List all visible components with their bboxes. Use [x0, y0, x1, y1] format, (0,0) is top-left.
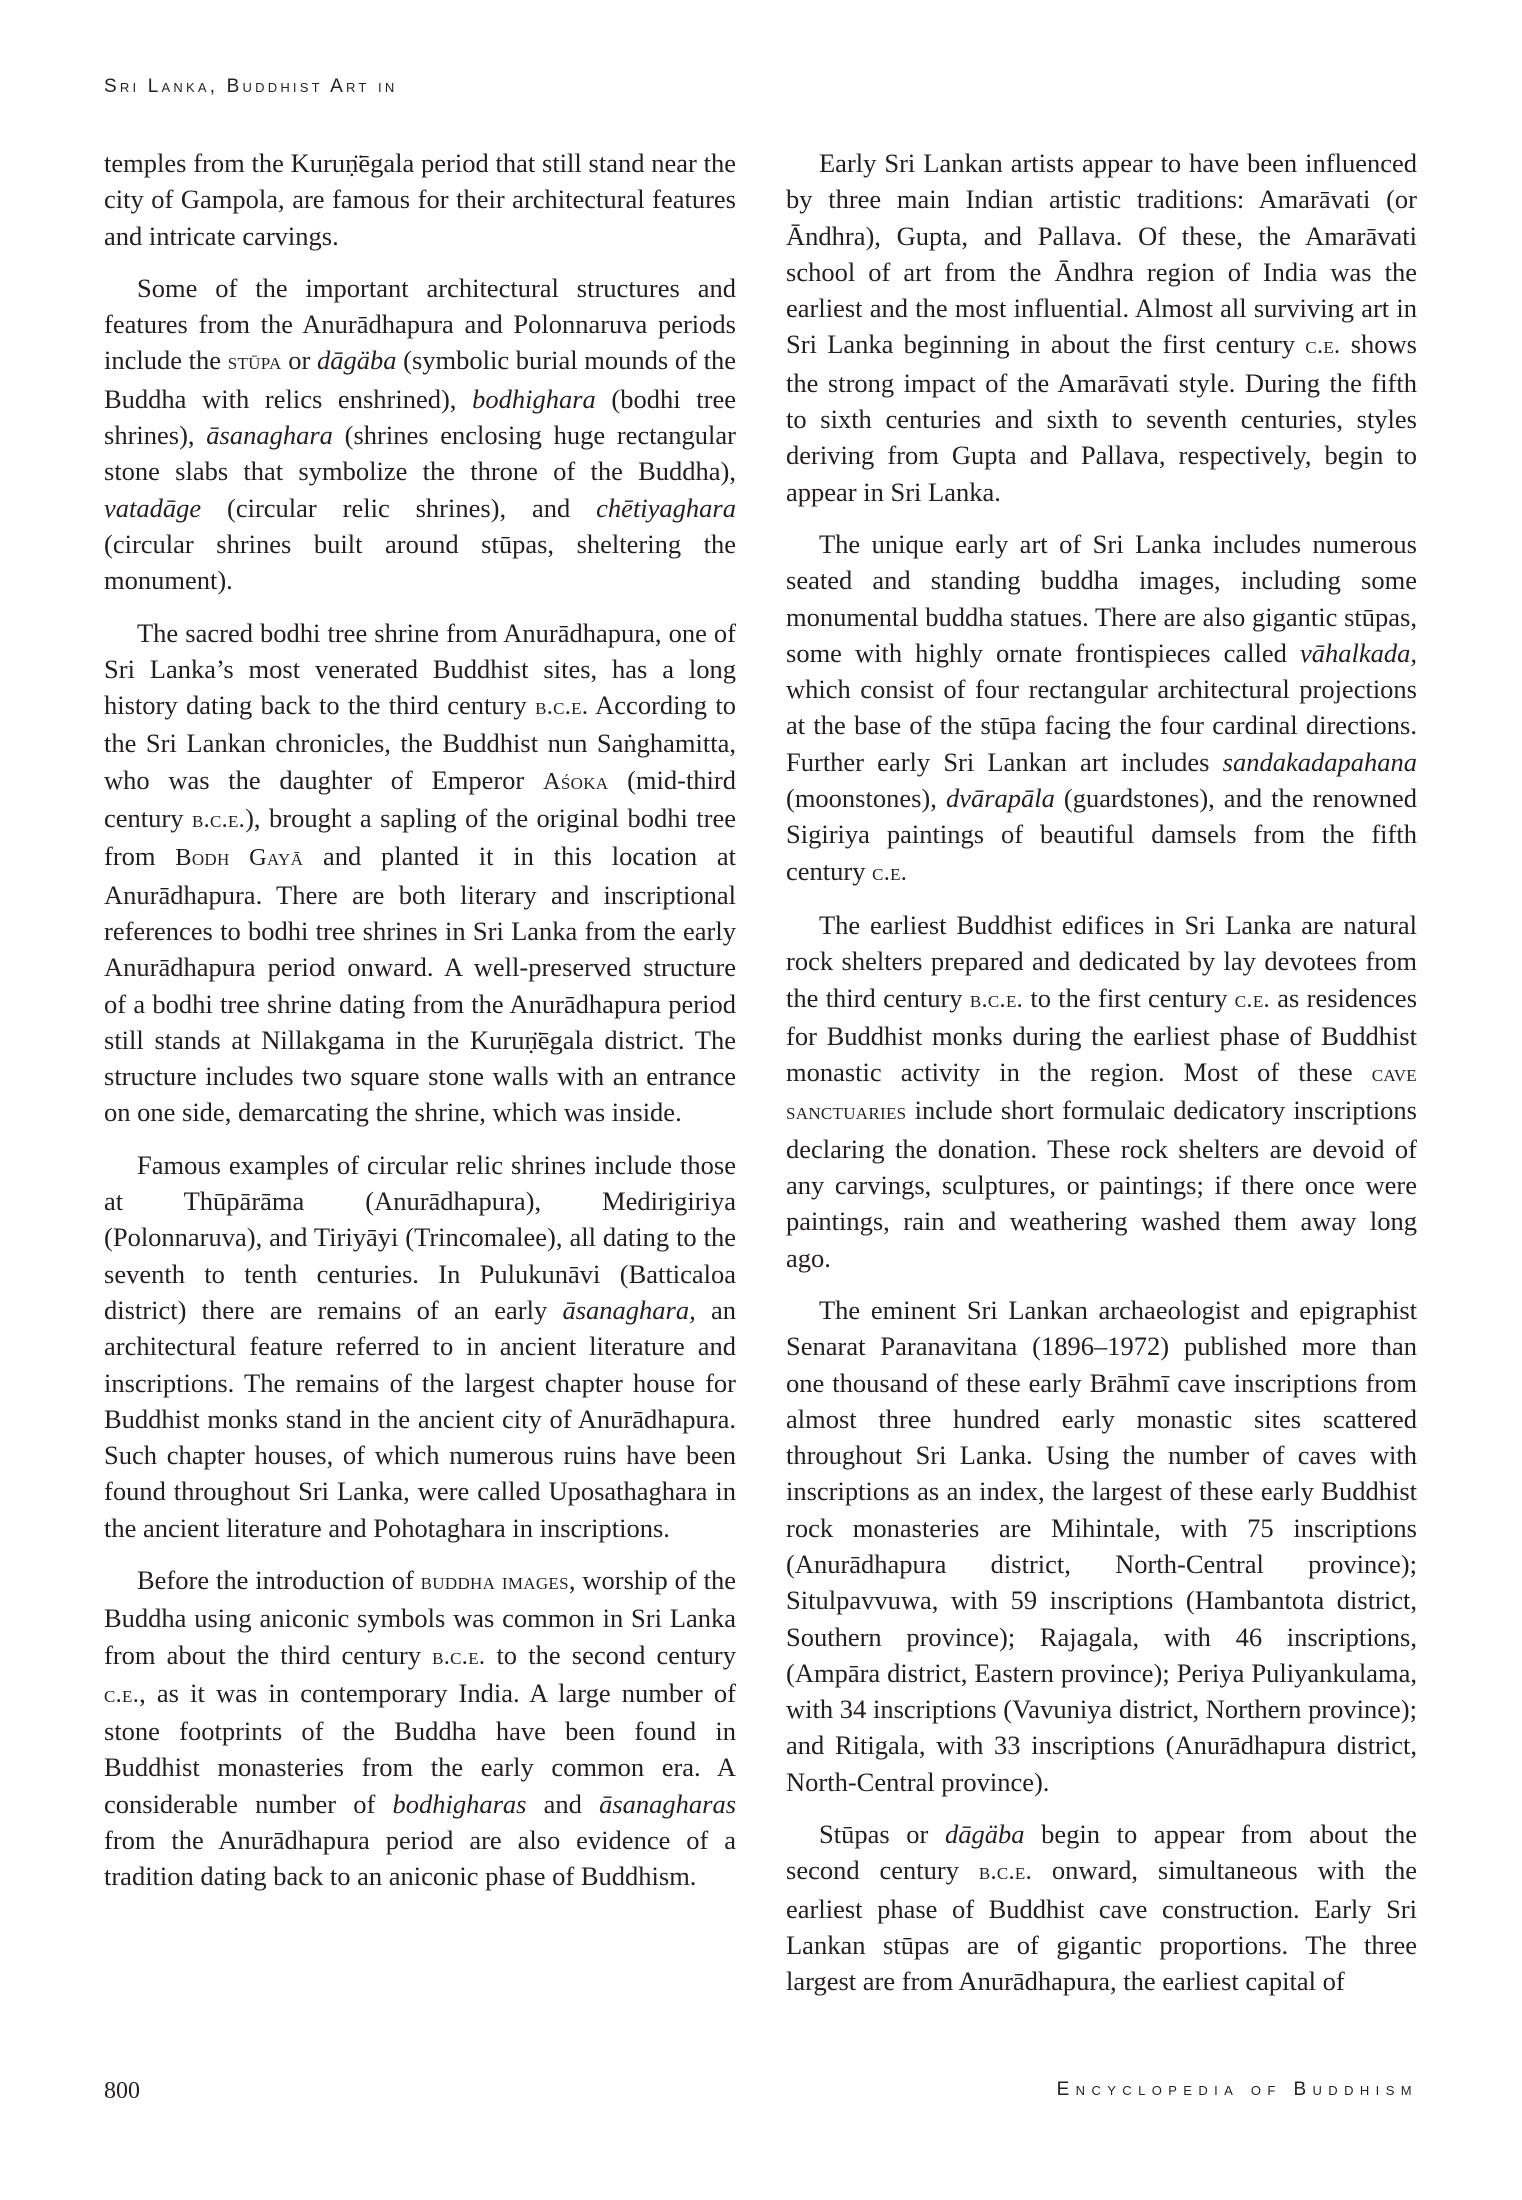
text-run: , worship of the Buddha using aniconic symbols was common in Sri Lanka from about the third century [104, 1564, 736, 1670]
text-run: an architectural feature referred to in ancient literature and inscriptions. The remains of the largest chapter house for Buddhist monks stand in the ancient city of Anurādhapura. Such chapter houses, of which numerous ruins have been found throughout Sri Lanka, were called Uposathaghara in the ancient literature and Pohotaghara in inscriptions. [104, 1294, 737, 1543]
text-run: (symbolic burial mounds of the Buddha with relics enshrined), [104, 345, 737, 414]
text-run: (circular shrines built around stūpas, sheltering the monument). [104, 528, 736, 596]
cross-reference: stūpa [227, 348, 282, 376]
text-run: Famous examples of circular relic shrines include those at Thūpārāma (Anurādhapura), Medirigiriya (Polonnaruva), and Tiriyāyi (Trincomalee), all dating to the seventh to tenth centuries. In Pulukunāvi (Batticaloa district) there are remains of an early [104, 1149, 736, 1325]
text-run: temples from the Kuruṇ̈ēgala period that still stand near the city of Gampola, are famous for their architectural features and intricate carvings. [104, 148, 736, 251]
italic-term: āsanaghara, [562, 1294, 696, 1325]
italic-term: chētiyaghara [596, 492, 736, 523]
page-number: 800 [104, 2078, 140, 2104]
paragraph [786, 1816, 1417, 1999]
cross-reference: c.e. [872, 858, 908, 886]
italic-term: vatadāge [104, 492, 202, 523]
text-run: from the Anurādhapura period are also evidence of a tradition dating back to an aniconic phase of Buddhism. [104, 1825, 736, 1892]
text-run: The earliest Buddhist edifices in Sri Lanka are natural rock shelters prepared and dedicated by lay devotees from the third century [786, 909, 1417, 1013]
paragraph [104, 615, 736, 1131]
text-run: (bodhi tree shrines), [104, 383, 736, 451]
text-run: as residences for Buddhist monks during the earliest phase of Buddhist monastic activity in the region. Most of these [786, 982, 1418, 1088]
paragraph [104, 270, 736, 599]
text-run: shows the strong impact of the Amarāvati style. During the fifth to sixth centuries and sixth to seventh centuries, styles deriving from Gupta and Pallava, respectively, begin to appear in Sri Lanka. [786, 329, 1417, 507]
text-run: The unique early art of Sri Lanka includes numerous seated and standing buddha images, including some monumental buddha statues. There are also gigantic stūpas, some with highly ornate frontispieces called [786, 528, 1417, 668]
text-run: The sacred bodhi tree shrine from Anurādhapura, one of Sri Lanka’s most venerated Buddhist sites, has a long history dating back to the third century [104, 617, 736, 721]
text-run: Early Sri Lankan artists appear to have been influenced by three main Indian artistic traditions: Amarāvati (or Āndhra), Gupta, and Pallava. Of these, the Amarāvati school of art from the Āndhra region of India was the earliest and the most influential. Almost all surviving art in Sri Lanka beginning in about the first century [786, 148, 1417, 360]
text-run: (mid-third century [104, 764, 736, 834]
paragraph [786, 907, 1417, 1276]
book-title-footer: Encyclopedia of Buddhism [1056, 2079, 1418, 2100]
text-run: (shrines enclosing huge rectangular stone slabs that symbolize the throne of the Buddha), [104, 420, 736, 487]
cross-reference: c.e. [104, 1680, 140, 1708]
italic-term: bodhigharas [392, 1788, 527, 1819]
cross-reference: b.c.e. [535, 693, 589, 721]
text-run: and planted it in this location at Anurādhapura. There are both literary and inscriptional references to bodhi tree shrines in Sri Lanka from the early Anurādhapura period onward. A well-preserved structure of a bodhi tree shrine dating from the Anurādhapura period still stands at Nillakgama in the Kuruṇ̈ēgala district. The structure includes two square stone walls with an entrance on one side, demarcating the shrine, which was inside. [104, 841, 736, 1128]
text-run: According to the Sri Lankan chronicles, the Buddhist nun Saṅghamitta, who was the daughter of Emperor [104, 690, 737, 795]
cross-reference: b.c.e. [978, 1858, 1032, 1886]
left-column [104, 145, 736, 1911]
text-run: ), brought a sapling of the original bodhi tree from [104, 803, 736, 872]
right-column [786, 145, 1417, 2016]
cross-reference: b.c.e. [432, 1642, 486, 1670]
running-head: Sri Lanka, Buddhist Art in [104, 76, 398, 97]
italic-term: dvārapāla [945, 783, 1055, 814]
text-run: and [526, 1788, 600, 1819]
text-run: onward, simultaneous with the earliest phase of Buddhist cave construction. Early Sri Lankan stūpas are of gigantic proportions. The three largest are from Anurādhapura, the earliest capital of [786, 1855, 1417, 1997]
italic-term: vāhalkada, [1299, 637, 1417, 668]
cross-reference: Bodh Gayā [175, 844, 304, 872]
text-run: (circular relic shrines), and [201, 492, 597, 523]
cross-reference: Aśoka [542, 767, 609, 795]
paragraph [104, 145, 736, 254]
italic-term: dāgäba [944, 1819, 1025, 1850]
text-run: to the second century [485, 1639, 736, 1670]
text-run: to the first century [1023, 982, 1235, 1013]
text-run: or [281, 345, 317, 376]
text-run: The eminent Sri Lankan archaeologist and epigraphist Senarat Paranavitana (1896–1972) published more than one thousand of these early Brāhmī cave inscriptions from almost three hundred early monastic sites scattered throughout Sri Lanka. Using the number of caves with inscriptions as an index, the largest of these early Buddhist rock monasteries are Mihintale, with 75 inscriptions (Anurādhapura district, North-Central province); Situlpavvuwa, with 59 inscriptions (Hambantota district, Southern province); Rajagala, with 46 inscriptions, (Ampāra district, Eastern province); Periya Puliyankulama, with 34 inscriptions (Vavuniya district, Northern province); and Ritigala, with 33 inscriptions (Anurādhapura district, North-Central province). [786, 1294, 1417, 1797]
italic-term: bodhighara [472, 383, 596, 414]
text-run: Stūpas or [819, 1819, 945, 1850]
cross-reference: b.c.e. [969, 985, 1024, 1013]
text-run: which consist of four rectangular architectural projections at the base of the stūpa facing the four cardinal directions. Further early Sri Lankan art includes [786, 674, 1417, 777]
cross-reference: c.e. [1234, 985, 1270, 1013]
text-run: (guardstones), and the renowned Sigiriya paintings of beautiful damsels from the fifth century [786, 783, 1418, 886]
cross-reference: c.e. [1305, 332, 1341, 360]
cross-reference: cave sanctuaries [786, 1060, 1417, 1126]
text-run: Before the introduction of [137, 1564, 421, 1595]
text-run: (moonstones), [786, 783, 946, 814]
italic-term: āsanagharas [599, 1788, 737, 1819]
text-run: begin to appear from about the second century [786, 1819, 1418, 1886]
italic-term: sandakadapahana [1222, 746, 1417, 777]
text-run: include short formulaic dedicatory inscriptions declaring the donation. These rock shelters are devoid of any carvings, sculptures, or paintings; if there once were paintings, rain and weathering washed them away long ago. [786, 1095, 1417, 1273]
text-run: , as it was in contemporary India. A large number of stone footprints of the Buddha have been found in Buddhist monasteries from the early common era. A considerable number of [104, 1677, 736, 1819]
text-run: Some of the important architectural structures and features from the Anurādhapura and Polonnaruva periods include the [104, 272, 736, 376]
italic-term: āsanaghara [206, 420, 333, 451]
italic-term: dāgäba [316, 345, 397, 376]
paragraph [786, 145, 1417, 510]
paragraph [104, 1562, 736, 1895]
paragraph [786, 1292, 1417, 1800]
cross-reference: buddha images [420, 1567, 569, 1595]
paragraph [786, 526, 1417, 891]
paragraph [104, 1147, 736, 1546]
cross-reference: b.c.e. [191, 806, 246, 834]
